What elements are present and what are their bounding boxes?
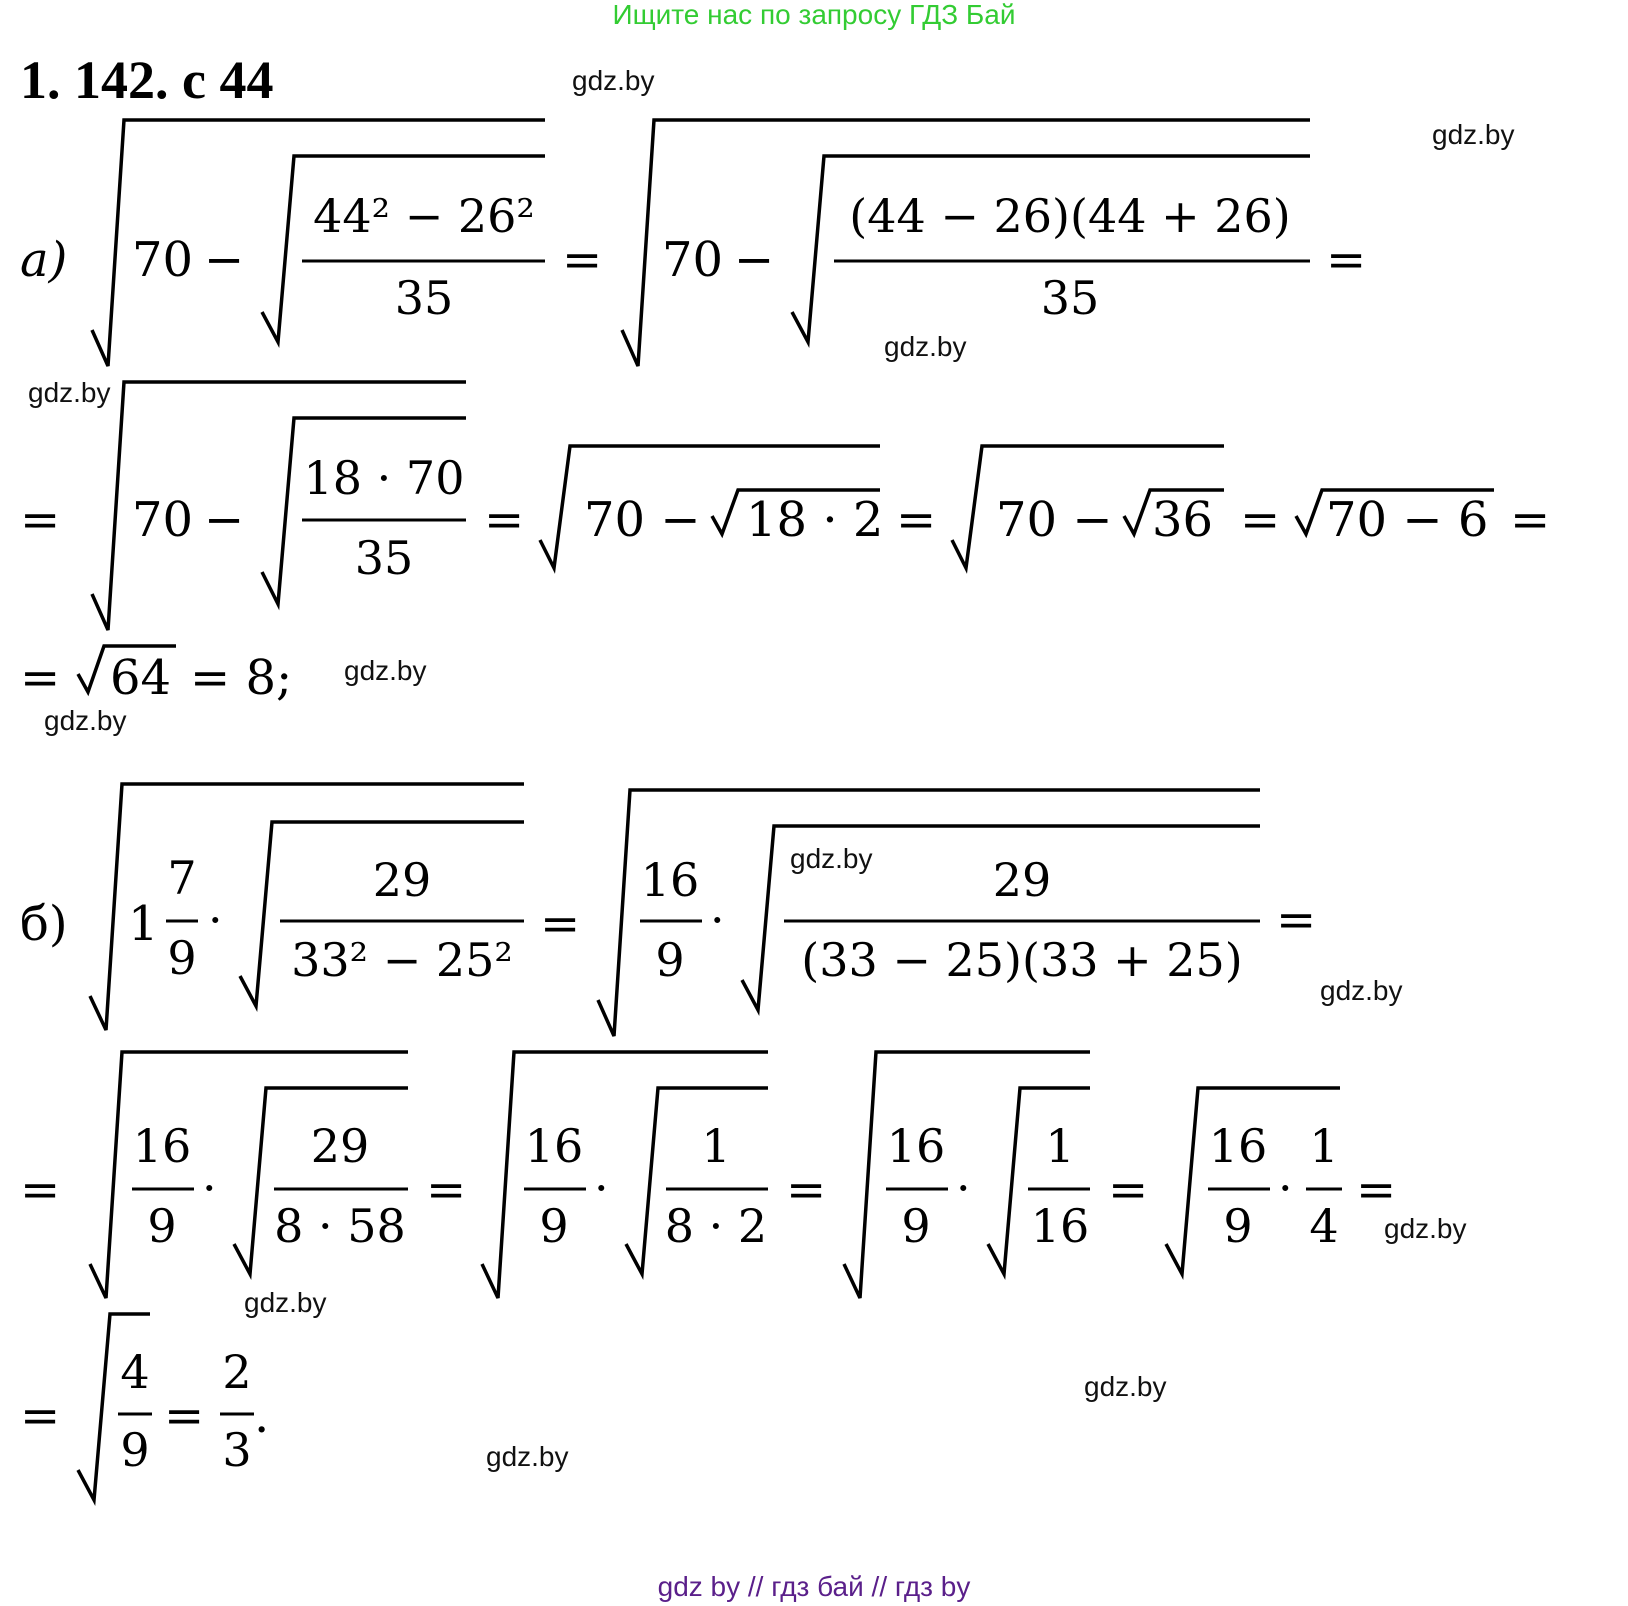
watermark: gdz.by xyxy=(572,65,655,96)
period: . xyxy=(254,1388,270,1444)
watermark: gdz.by xyxy=(790,843,873,874)
fraction-numerator: 29 xyxy=(310,1119,370,1173)
equals-sign: = xyxy=(20,650,61,706)
fraction-numerator: 7 xyxy=(167,851,197,905)
task-title: 1. 142. с 44 xyxy=(20,50,274,110)
fraction-denominator: 4 xyxy=(1309,1199,1339,1253)
fraction-denominator: 9 xyxy=(147,1199,177,1253)
fraction-denominator: 8 · 58 xyxy=(274,1199,406,1253)
dot-operator: · xyxy=(594,1161,609,1215)
fraction-numerator: 29 xyxy=(992,853,1052,907)
dot-operator: · xyxy=(710,893,725,947)
expression: 70 − xyxy=(996,492,1113,548)
equals-sign: = xyxy=(426,1162,467,1218)
watermark: gdz.by xyxy=(244,1287,327,1318)
watermark: gdz.by xyxy=(44,705,127,736)
equals-sign: = xyxy=(562,232,603,288)
fraction-denominator: 9 xyxy=(901,1199,931,1253)
number-70: 70 xyxy=(132,492,194,548)
expression: 64 xyxy=(110,650,172,706)
minus-sign: − xyxy=(204,232,245,288)
watermark: gdz.by xyxy=(1084,1371,1167,1402)
watermark: gdz.by xyxy=(344,655,427,686)
part-a-label: а) xyxy=(20,232,68,288)
search-banner: Ищите нас по запросу ГДЗ Бай xyxy=(612,0,1016,30)
number-70: 70 xyxy=(662,232,724,288)
equals-sign: = xyxy=(896,492,937,548)
equals-sign: = xyxy=(786,1162,827,1218)
equals-sign: = xyxy=(1326,232,1367,288)
fraction-numerator: (44 − 26)(44 + 26) xyxy=(849,189,1291,243)
fraction-numerator: 16 xyxy=(524,1119,584,1173)
fraction-denominator: 35 xyxy=(354,531,414,585)
expression: 36 xyxy=(1152,492,1214,548)
part-b-label: б) xyxy=(20,896,68,952)
fraction-denominator: 35 xyxy=(1040,271,1100,325)
fraction-numerator: 16 xyxy=(886,1119,946,1173)
result: = 8; xyxy=(190,650,293,706)
fraction-denominator: 9 xyxy=(655,933,685,987)
equals-sign: = xyxy=(1108,1162,1149,1218)
equals-sign: = xyxy=(1356,1162,1397,1218)
dot-operator: · xyxy=(1278,1161,1293,1215)
watermark: gdz.by xyxy=(1320,975,1403,1006)
minus-sign: − xyxy=(734,232,775,288)
equals-sign: = xyxy=(20,492,61,548)
equals-sign: = xyxy=(1276,892,1317,948)
fraction-denominator: 8 · 2 xyxy=(664,1199,768,1253)
fraction-numerator: 16 xyxy=(1208,1119,1268,1173)
expression: 18 · 2 xyxy=(746,492,884,548)
fraction-numerator: 2 xyxy=(222,1345,252,1399)
fraction-numerator: 4 xyxy=(120,1345,150,1399)
equals-sign: = xyxy=(540,896,581,952)
watermark: gdz.by xyxy=(1432,119,1515,150)
fraction-numerator: 1 xyxy=(701,1119,731,1173)
dot-operator: · xyxy=(208,893,223,947)
fraction-denominator: 3 xyxy=(222,1423,252,1477)
fraction-numerator: 1 xyxy=(1309,1119,1339,1173)
dot-operator: · xyxy=(202,1161,217,1215)
number-70: 70 xyxy=(132,232,194,288)
watermark: gdz.by xyxy=(1384,1213,1467,1244)
equals-sign: = xyxy=(1510,492,1551,548)
fraction-denominator: 33² − 25² xyxy=(291,933,513,987)
fraction-denominator: 16 xyxy=(1030,1199,1090,1253)
mixed-whole: 1 xyxy=(128,896,159,952)
equals-sign: = xyxy=(484,492,525,548)
dot-operator: · xyxy=(956,1161,971,1215)
equals-sign: = xyxy=(1240,492,1281,548)
footer-links: gdz by // гдз бай // гдз by xyxy=(657,1571,971,1602)
fraction-denominator: 9 xyxy=(1223,1199,1253,1253)
fraction-numerator: 29 xyxy=(372,853,432,907)
watermark: gdz.by xyxy=(884,331,967,362)
equals-sign: = xyxy=(20,1162,61,1218)
fraction-numerator: 18 · 70 xyxy=(303,451,465,505)
fraction-numerator: 16 xyxy=(640,853,700,907)
expression: 70 − xyxy=(584,492,701,548)
fraction-denominator: 9 xyxy=(120,1423,150,1477)
watermark: gdz.by xyxy=(28,377,111,408)
equals-sign: = xyxy=(164,1388,205,1444)
fraction-denominator: 9 xyxy=(539,1199,569,1253)
fraction-denominator: 9 xyxy=(167,931,197,985)
minus-sign: − xyxy=(204,492,245,548)
expression: 70 − 6 xyxy=(1326,492,1489,548)
fraction-denominator: 35 xyxy=(394,271,454,325)
fraction-denominator: (33 − 25)(33 + 25) xyxy=(801,933,1243,987)
fraction-numerator: 1 xyxy=(1045,1119,1075,1173)
fraction-numerator: 16 xyxy=(132,1119,192,1173)
fraction-numerator: 44² − 26² xyxy=(313,189,535,243)
watermark: gdz.by xyxy=(486,1441,569,1472)
equals-sign: = xyxy=(20,1388,61,1444)
